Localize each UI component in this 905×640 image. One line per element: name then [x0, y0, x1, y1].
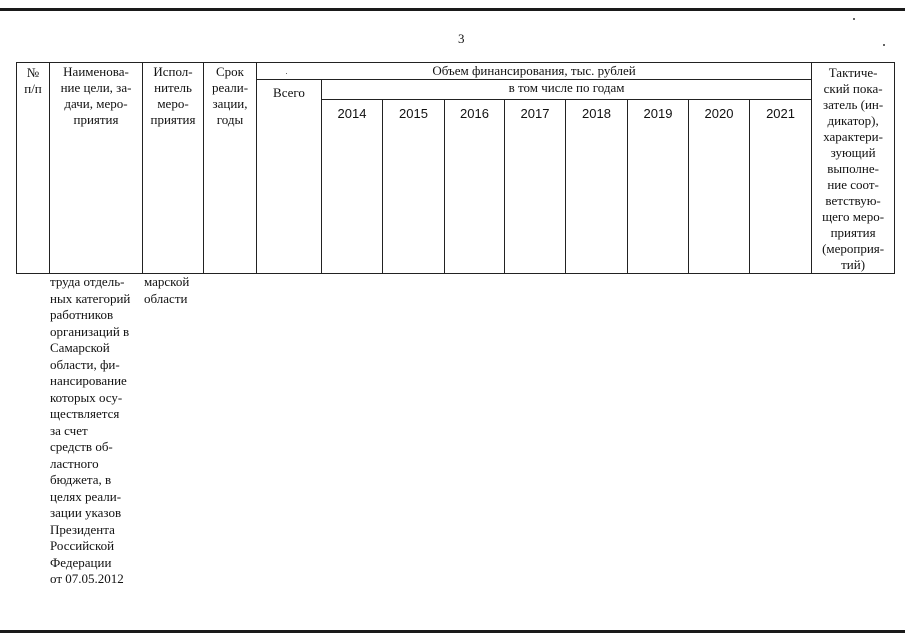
text-line: за счет [50, 422, 88, 438]
header-cell-year: 2015 [383, 100, 445, 274]
name-continuation-text [50, 274, 142, 588]
header-cell-year: 2020 [689, 100, 750, 274]
text-line: области [144, 290, 188, 306]
text-line: Российской [50, 538, 115, 553]
text-line: ластного [50, 455, 99, 471]
text-line: Президента [50, 521, 115, 537]
header-text: дикатор), [827, 113, 879, 128]
header-text: Испол- [153, 64, 193, 79]
text-line: работников [50, 307, 114, 322]
text-line: труда отдель- [50, 274, 125, 289]
header-cell-number [17, 63, 50, 274]
header-cell-executor [143, 63, 204, 274]
header-cell-funding: Объем финансирования, тыс. рублей [257, 63, 812, 80]
bottom-rule [0, 630, 905, 633]
header-text: щего меро- [822, 209, 885, 224]
header-cell-total: Всего [257, 80, 322, 274]
header-cell-year: 2021 [750, 100, 812, 274]
header-text: Тактиче- [828, 65, 878, 80]
header-text: ние соот- [827, 177, 879, 192]
header-cell-year: 2017 [505, 100, 566, 274]
text-line: средств об- [50, 439, 113, 454]
text-line: Федерации [50, 554, 112, 570]
header-text: ние цели, за- [60, 80, 132, 95]
header-text: ский пока- [823, 81, 883, 96]
text-line: зации указов [50, 505, 122, 520]
header-cell-years-title: в том числе по годам [322, 80, 812, 100]
text-line: целях реали- [50, 488, 122, 504]
header-text: (мероприя- [822, 241, 885, 256]
text-line: Самарской [50, 340, 110, 355]
scan-speck [853, 18, 855, 20]
header-cell-year: 2014 [322, 100, 383, 274]
page-number: 3 [458, 31, 465, 46]
header-text: Срок [216, 64, 244, 79]
header-cell-indicator [812, 63, 895, 274]
text-line: марской [144, 274, 190, 289]
header-text: характери- [823, 129, 883, 144]
top-rule [0, 8, 905, 11]
header-text: дачи, меро- [64, 96, 128, 111]
header-text: реали- [211, 80, 249, 95]
header-text: зующий [830, 145, 876, 160]
header-text: годы [216, 112, 244, 127]
text-line: организаций в [50, 323, 130, 339]
text-line: нансирование [50, 373, 127, 388]
executor-continuation-text [144, 274, 204, 307]
header-text: приятия [150, 112, 196, 127]
funding-table-header [16, 62, 895, 274]
text-line: которых осу- [50, 389, 123, 405]
header-text: нитель [154, 80, 192, 95]
header-text: Наименова- [63, 64, 129, 79]
header-cell-name [50, 63, 143, 274]
text-line: области, фи- [50, 356, 120, 372]
header-cell-year: 2016 [445, 100, 505, 274]
header-text: п/п [24, 81, 42, 96]
text-line: бюджета, в [50, 472, 112, 487]
scan-speck [883, 44, 885, 46]
header-text: меро- [157, 96, 189, 111]
text-line: от 07.05.2012 [50, 571, 124, 586]
header-text: зации, [212, 96, 248, 111]
header-text: тий) [841, 257, 866, 272]
text-line: ных категорий [50, 290, 131, 306]
header-cell-term [204, 63, 257, 274]
header-text: затель (ин- [822, 97, 884, 112]
header-text: № [26, 65, 40, 80]
header-text: ветствую- [825, 193, 881, 208]
header-text: приятия [73, 112, 119, 127]
header-cell-year: 2019 [628, 100, 689, 274]
header-text: приятия [830, 225, 876, 240]
header-text: выполне- [827, 161, 879, 176]
text-line: ществляется [50, 406, 120, 421]
header-cell-year: 2018 [566, 100, 628, 274]
